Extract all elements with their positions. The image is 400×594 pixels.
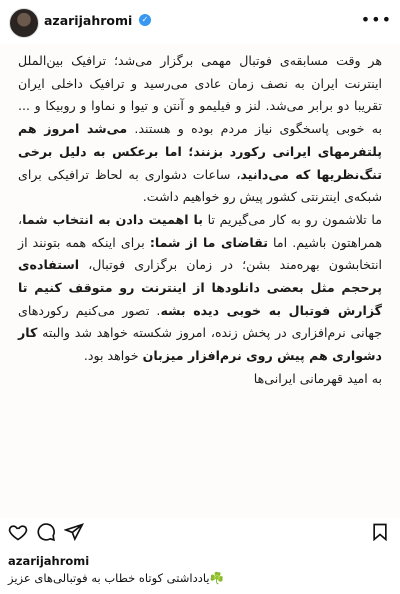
caption bbox=[8, 571, 392, 585]
post-text bbox=[18, 50, 382, 391]
paragraph-3: به امید قهرمانی ایرانی‌ها bbox=[253, 370, 382, 386]
caption-text: یادداشتی کوتاه خطاب به فوتبالی‌های عزیز bbox=[8, 571, 210, 585]
caption-emoji: ☘️ bbox=[209, 571, 224, 585]
paragraph-1: هر وقت مسابقه‌ی فوتبال مهمی برگزار می‌شد؛ ترافیک بین‌الملل اینترنت ایران به نصف زمان عادی می‌رسید و ترافیک داخلی ایران تقریبا دو برابر می‌شد. لنز و فیلیمو و آنتن و تیوا و نماوا و روبیکا و ... به خوبی پاسخگوی نیاز مردم بوده و هستند. می‌شد امروز هم پلتفرمهای ایرانی رکورد بزنند؛ اما برعکس به دلیل برخی تنگ‌نظریها که می‌دانید، ساعات دشواری به لحاظ ترافیکی برای شبکه‌ی اینترنتی کشور پیش رو خواهیم داشت. bbox=[18, 53, 383, 205]
caption-username[interactable]: azarijahromi bbox=[8, 554, 90, 568]
post-image bbox=[0, 44, 400, 518]
action-bar bbox=[0, 518, 400, 544]
more-icon[interactable]: ••• bbox=[360, 10, 392, 29]
avatar[interactable] bbox=[9, 8, 39, 38]
paragraph-2: ما تلاشمون رو به کار می‌گیریم تا با اهمیت دادن به انتخاب شما، همراهتون باشیم. اما تقاضای ما از شما: برای اینکه همه بتونند از انتخابشون بهره‌مند بشن؛ در زمان برگزاری فوتبال، استفاده‌ی پرحجم مثل بعضی دانلودها از اینترنت رو متوقف کنیم تا گزارش فوتبال به خوبی دیده بشه. تصور می‌کنیم رکوردهای جهانی نرم‌افزاری در پخش زنده، امروز شکسته خواهد شد والبته کار دشواری هم پیش روی نرم‌افزار میزبان خواهد بود. bbox=[18, 211, 383, 364]
username[interactable]: azarijahromi bbox=[44, 13, 133, 28]
heart-icon[interactable] bbox=[8, 522, 28, 542]
post-header bbox=[0, 0, 400, 44]
verified-badge-icon: ✓ bbox=[139, 14, 151, 26]
bookmark-icon[interactable] bbox=[370, 522, 390, 542]
share-icon[interactable] bbox=[64, 522, 84, 542]
comment-icon[interactable] bbox=[36, 522, 56, 542]
